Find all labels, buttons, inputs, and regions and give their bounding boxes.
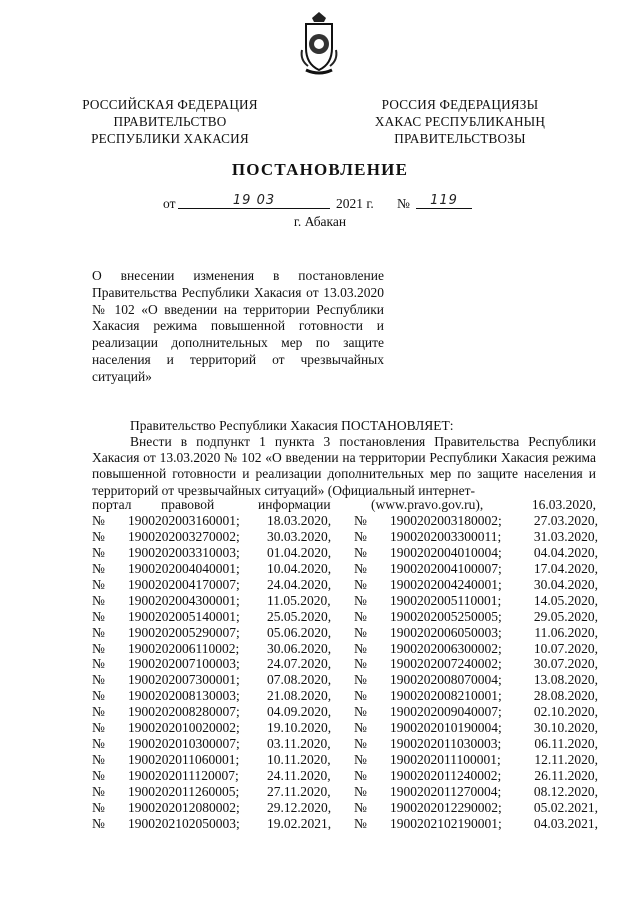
- number-sign: №: [354, 576, 367, 592]
- publication-number: 1900202003270002;: [128, 528, 240, 544]
- publication-date: 17.04.2020,: [533, 560, 598, 576]
- publication-number: 1900202011260005;: [128, 783, 240, 799]
- list-row: [92, 593, 598, 609]
- publication-number: 1900202003300011;: [390, 528, 502, 544]
- header-right-line-1: РОССИЯ ФЕДЕРАЦИЯЗЫ: [381, 97, 539, 112]
- publication-date: 01.04.2020,: [267, 544, 332, 560]
- portal-word-4: (www.pravo.gov.ru),: [371, 497, 484, 512]
- publication-date: 11.05.2020,: [267, 592, 331, 608]
- number-sign: №: [354, 799, 367, 815]
- publication-number: 1900202011270004;: [390, 783, 502, 799]
- number-sign: №: [397, 196, 410, 211]
- publication-date: 03.11.2020,: [267, 736, 331, 752]
- handwritten-date: 19 03: [178, 193, 330, 209]
- header-left-line-1: РОССИЙСКАЯ ФЕДЕРАЦИЯ: [82, 97, 258, 112]
- publication-number: 1900202005290007;: [128, 624, 240, 640]
- number-sign: №: [354, 672, 367, 688]
- header-left-line-3: РЕСПУБЛИКИ ХАКАСИЯ: [91, 131, 249, 146]
- number-sign: №: [354, 528, 367, 544]
- publication-date: 02.10.2020,: [533, 704, 598, 720]
- coat-of-arms-emblem: [298, 10, 340, 76]
- date-prefix: от: [163, 196, 176, 211]
- publication-number: 1900202004040001;: [128, 560, 240, 576]
- publication-date: 13.08.2020,: [533, 672, 598, 688]
- publication-date: 10.04.2020,: [267, 560, 332, 576]
- list-row: [92, 545, 598, 561]
- number-sign: №: [354, 624, 367, 640]
- number-sign: №: [354, 513, 367, 528]
- publication-number: 1900202011030003;: [390, 736, 502, 752]
- publication-number: 1900202005140001;: [128, 608, 240, 624]
- number-sign: №: [354, 720, 367, 736]
- header-right: [355, 96, 565, 147]
- number-sign: №: [354, 752, 367, 768]
- publication-number: 1900202011100001;: [390, 752, 501, 768]
- number-sign: №: [354, 544, 367, 560]
- publication-date: 12.11.2020,: [534, 752, 598, 768]
- list-row: [92, 529, 598, 545]
- number-sign: №: [92, 768, 105, 783]
- number-sign: №: [92, 720, 105, 736]
- publication-number: 1900202007100003;: [128, 656, 240, 672]
- publication-number: 1900202004300001;: [128, 592, 240, 608]
- number-sign: №: [354, 768, 367, 783]
- publication-date: 06.11.2020,: [534, 736, 598, 752]
- publication-number: 1900202012080002;: [128, 799, 240, 815]
- number-sign: №: [92, 815, 105, 831]
- publication-date: 30.03.2020,: [267, 528, 332, 544]
- portal-word-2: правовой: [161, 497, 215, 512]
- publication-date: 04.03.2021,: [533, 815, 598, 831]
- list-row: [92, 784, 598, 800]
- publication-date: 30.06.2020,: [267, 640, 332, 656]
- resolution-paragraph: Внести в подпункт 1 пункта 3 постановления Правительства Республики Хакасия от 13.03.2020 № 102 «О введении на территории Республики Хакасия режима повышенной готовности и реализации дополнительных мер по защите населения и территорий от чрезвычайных ситуаций» (Официальный интернет-: [92, 434, 596, 498]
- publication-date: 21.08.2020,: [267, 688, 332, 704]
- publication-date: 25.05.2020,: [267, 608, 332, 624]
- publication-date: 30.10.2020,: [533, 720, 598, 736]
- number-sign: №: [354, 704, 367, 720]
- publication-date: 28.08.2020,: [533, 688, 598, 704]
- number-sign: №: [92, 560, 105, 576]
- publication-date: 04.04.2020,: [533, 544, 598, 560]
- publication-date: 19.02.2021,: [267, 815, 332, 831]
- publication-number: 1900202005250005;: [390, 608, 502, 624]
- publication-date: 10.07.2020,: [533, 640, 598, 656]
- publication-number: 1900202006300002;: [390, 640, 502, 656]
- publication-date: 19.10.2020,: [267, 720, 332, 736]
- number-sign: №: [92, 592, 105, 608]
- list-row: [92, 736, 598, 752]
- handwritten-number: 119: [416, 193, 472, 209]
- publication-number: 1900202010190004;: [390, 720, 502, 736]
- document-subject: О внесении изменения в постановление Правительства Республики Хакасия от 13.03.2020 № 102 «О введении на территории Республики Хакасия режима повышенной готовности и реализации дополнительных мер по защите населения и территорий от чрезвычайных ситуаций»: [92, 268, 384, 384]
- publication-number: 1900202004240001;: [390, 576, 502, 592]
- publication-date: 24.11.2020,: [267, 768, 331, 783]
- publication-number: 1900202008070004;: [390, 672, 502, 688]
- number-sign: №: [92, 513, 105, 528]
- number-sign: №: [354, 815, 367, 831]
- list-row: [92, 752, 598, 768]
- publication-number: 1900202006050003;: [390, 624, 502, 640]
- publication-number: 1900202006110002;: [128, 640, 240, 656]
- number-sign: №: [354, 656, 367, 672]
- publication-number: 1900202009040007;: [390, 704, 502, 720]
- portal-word-1: портал: [92, 497, 132, 512]
- portal-word-5: 16.03.2020,: [531, 497, 596, 512]
- publication-date: 05.06.2020,: [267, 624, 332, 640]
- date-year: 2021 г.: [336, 196, 374, 211]
- publication-number: 1900202004010004;: [390, 544, 502, 560]
- publication-date: 30.04.2020,: [533, 576, 598, 592]
- number-sign: №: [92, 640, 105, 656]
- publication-number: 1900202007240002;: [390, 656, 502, 672]
- number-sign: №: [354, 640, 367, 656]
- publication-number: 1900202004170007;: [128, 576, 240, 592]
- header-right-line-2: ХАКАС РЕСПУБЛИКАНЫҢ: [374, 114, 546, 129]
- list-row: [92, 561, 598, 577]
- list-row: [92, 577, 598, 593]
- number-sign: №: [354, 688, 367, 704]
- publication-number: 1900202005110001;: [390, 592, 502, 608]
- publication-date: 05.02.2021,: [533, 799, 598, 815]
- number-sign: №: [92, 528, 105, 544]
- publication-number: 1900202102050003;: [128, 815, 240, 831]
- list-row: [92, 609, 598, 625]
- list-row: [92, 704, 598, 720]
- number-sign: №: [354, 736, 367, 752]
- publication-date: 11.06.2020,: [534, 624, 598, 640]
- publication-number: 1900202010300007;: [128, 736, 240, 752]
- publication-date: 08.12.2020,: [533, 783, 598, 799]
- publication-number: 1900202007300001;: [128, 672, 240, 688]
- publication-date: 29.12.2020,: [267, 799, 332, 815]
- list-row: [92, 800, 598, 816]
- publication-number: 1900202011120007;: [128, 768, 239, 783]
- portal-word-3: информации: [258, 497, 331, 512]
- publication-date: 24.07.2020,: [267, 656, 332, 672]
- header-right-line-3: ПРАВИТЕЛЬСТВОЗЫ: [394, 131, 526, 146]
- publication-date: 18.03.2020,: [267, 513, 332, 528]
- publication-date: 07.08.2020,: [267, 672, 332, 688]
- list-row: [92, 513, 598, 529]
- publication-number: 1900202003310003;: [128, 544, 240, 560]
- list-row: [92, 768, 598, 784]
- resolution-preamble: Правительство Республики Хакасия ПОСТАНОВЛЯЕТ:: [130, 418, 454, 433]
- list-row: [92, 816, 598, 832]
- publication-number: 1900202004100007;: [390, 560, 502, 576]
- number-sign: №: [354, 560, 367, 576]
- publication-date: 14.05.2020,: [533, 592, 598, 608]
- publication-date: 10.11.2020,: [267, 752, 331, 768]
- list-row: [92, 625, 598, 641]
- list-row: [92, 641, 598, 657]
- publication-date: 24.04.2020,: [267, 576, 332, 592]
- number-sign: №: [92, 704, 105, 720]
- publication-number: 1900202003180002;: [390, 513, 502, 528]
- number-sign: №: [92, 608, 105, 624]
- publication-number: 1900202012290002;: [390, 799, 502, 815]
- city: г. Абакан: [293, 214, 347, 229]
- publication-date: 26.11.2020,: [534, 768, 598, 783]
- document-title: ПОСТАНОВЛЕНИЕ: [231, 160, 409, 179]
- header-left-line-2: ПРАВИТЕЛЬСТВО: [113, 114, 227, 129]
- number-sign: №: [92, 544, 105, 560]
- publication-date: 27.11.2020,: [267, 783, 331, 799]
- publication-number: 1900202011060001;: [128, 752, 240, 768]
- list-row: [92, 656, 598, 672]
- publication-list: [92, 513, 598, 832]
- publication-number: 1900202008210001;: [390, 688, 502, 704]
- publication-number: 1900202102190001;: [390, 815, 502, 831]
- publication-number: 1900202003160001;: [128, 513, 240, 528]
- number-sign: №: [92, 656, 105, 672]
- date-line: [0, 193, 640, 216]
- publication-date: 31.03.2020,: [533, 528, 598, 544]
- list-row: [92, 688, 598, 704]
- header-left: [70, 96, 270, 147]
- number-sign: №: [92, 752, 105, 768]
- number-sign: №: [92, 688, 105, 704]
- number-sign: №: [92, 624, 105, 640]
- publication-date: 27.03.2020,: [533, 513, 598, 528]
- number-sign: №: [92, 736, 105, 752]
- publication-number: 1900202010020002;: [128, 720, 240, 736]
- number-sign: №: [92, 576, 105, 592]
- publication-number: 1900202008130003;: [128, 688, 240, 704]
- publication-number: 1900202008280007;: [128, 704, 240, 720]
- number-sign: №: [92, 799, 105, 815]
- publication-date: 04.09.2020,: [267, 704, 332, 720]
- publication-date: 30.07.2020,: [533, 656, 598, 672]
- publication-number: 1900202011240002;: [390, 768, 502, 783]
- number-sign: №: [92, 672, 105, 688]
- number-sign: №: [354, 608, 367, 624]
- publication-date: 29.05.2020,: [533, 608, 598, 624]
- number-sign: №: [92, 783, 105, 799]
- number-sign: №: [354, 592, 367, 608]
- list-row: [92, 720, 598, 736]
- number-sign: №: [354, 783, 367, 799]
- list-row: [92, 672, 598, 688]
- portal-line: [92, 497, 596, 513]
